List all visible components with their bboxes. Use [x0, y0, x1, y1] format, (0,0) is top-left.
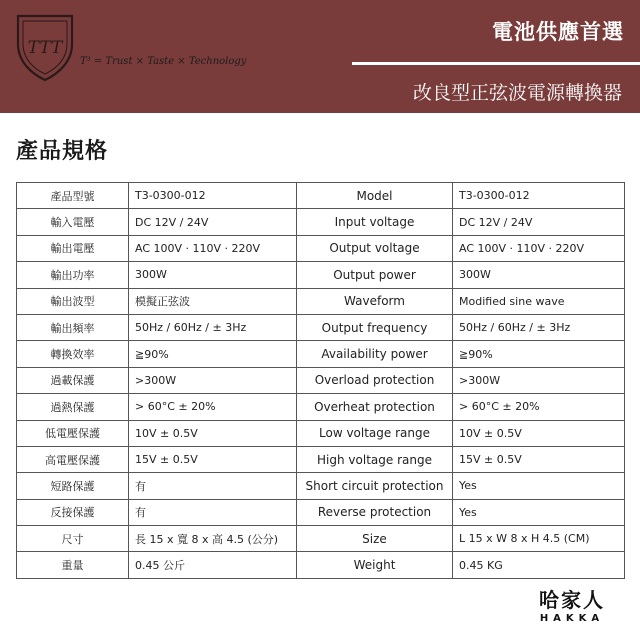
spec-en-label: Output frequency — [297, 314, 453, 340]
spec-en-label: Availability power — [297, 341, 453, 367]
spec-en-value: ≧90% — [453, 341, 625, 367]
product-title: 改良型正弦波電源轉換器 — [412, 82, 622, 104]
spec-zh-label: 過熱保護 — [17, 394, 129, 420]
spec-en-value: T3-0300-012 — [453, 183, 625, 209]
spec-en-value: 0.45 KG — [453, 552, 625, 578]
spec-zh-value: >300W — [129, 367, 297, 393]
spec-en-label: Waveform — [297, 288, 453, 314]
table-row — [17, 288, 625, 314]
spec-zh-label: 短路保護 — [17, 473, 129, 499]
header-banner — [0, 0, 640, 113]
spec-en-value: 15V ± 0.5V — [453, 446, 625, 472]
spec-en-label: Input voltage — [297, 209, 453, 235]
spec-zh-value: 300W — [129, 262, 297, 288]
footer-logo — [526, 588, 618, 626]
spec-zh-value: 有 — [129, 473, 297, 499]
table-row — [17, 499, 625, 525]
spec-en-label: Overload protection — [297, 367, 453, 393]
spec-en-value: 50Hz / 60Hz / ± 3Hz — [453, 314, 625, 340]
table-row — [17, 367, 625, 393]
table-row — [17, 341, 625, 367]
spec-zh-value: 15V ± 0.5V — [129, 446, 297, 472]
spec-en-value: > 60°C ± 20% — [453, 394, 625, 420]
section-heading: 產品規格 — [16, 139, 109, 164]
spec-en-label: Short circuit protection — [297, 473, 453, 499]
spec-en-label: Model — [297, 183, 453, 209]
spec-en-value: Yes — [453, 473, 625, 499]
spec-zh-value: ≧90% — [129, 341, 297, 367]
spec-en-label: Low voltage range — [297, 420, 453, 446]
table-row — [17, 552, 625, 578]
spec-zh-value: AC 100V · 110V · 220V — [129, 235, 297, 261]
spec-zh-value: 10V ± 0.5V — [129, 420, 297, 446]
spec-en-value: Yes — [453, 499, 625, 525]
spec-en-value: 10V ± 0.5V — [453, 420, 625, 446]
spec-zh-value: > 60°C ± 20% — [129, 394, 297, 420]
spec-en-value: Modified sine wave — [453, 288, 625, 314]
banner-divider — [352, 62, 640, 65]
table-row — [17, 262, 625, 288]
spec-en-label: Output voltage — [297, 235, 453, 261]
spec-en-label: High voltage range — [297, 446, 453, 472]
spec-zh-label: 轉換效率 — [17, 341, 129, 367]
logo-letters: TTT — [27, 38, 63, 58]
spec-en-value: AC 100V · 110V · 220V — [453, 235, 625, 261]
spec-en-label: Overheat protection — [297, 394, 453, 420]
table-row — [17, 314, 625, 340]
spec-zh-label: 輸入電壓 — [17, 209, 129, 235]
spec-zh-label: 尺寸 — [17, 526, 129, 552]
spec-zh-value: 0.45 公斤 — [129, 552, 297, 578]
spec-zh-label: 低電壓保護 — [17, 420, 129, 446]
spec-en-value: 300W — [453, 262, 625, 288]
spec-zh-value: 長 15 x 寬 8 x 高 4.5 (公分) — [129, 526, 297, 552]
footer-brand-en: HAKKA — [539, 613, 605, 624]
spec-zh-label: 高電壓保護 — [17, 446, 129, 472]
spec-zh-label: 反接保護 — [17, 499, 129, 525]
shield-logo-icon — [12, 10, 78, 84]
spec-zh-label: 輸出波型 — [17, 288, 129, 314]
spec-zh-value: 50Hz / 60Hz / ± 3Hz — [129, 314, 297, 340]
spec-zh-value: 有 — [129, 499, 297, 525]
table-row — [17, 526, 625, 552]
spec-zh-label: 產品型號 — [17, 183, 129, 209]
spec-en-label: Size — [297, 526, 453, 552]
spec-table — [16, 182, 625, 579]
spec-zh-label: 輸出頻率 — [17, 314, 129, 340]
table-row — [17, 446, 625, 472]
table-row — [17, 394, 625, 420]
spec-zh-label: 輸出功率 — [17, 262, 129, 288]
table-row — [17, 420, 625, 446]
spec-en-label: Weight — [297, 552, 453, 578]
spec-en-label: Output power — [297, 262, 453, 288]
spec-en-value: >300W — [453, 367, 625, 393]
spec-zh-label: 過載保護 — [17, 367, 129, 393]
spec-table-body — [17, 183, 625, 579]
spec-zh-value: 模擬正弦波 — [129, 288, 297, 314]
table-row — [17, 235, 625, 261]
spec-en-value: DC 12V / 24V — [453, 209, 625, 235]
spec-en-label: Reverse protection — [297, 499, 453, 525]
spec-en-value: L 15 x W 8 x H 4.5 (CM) — [453, 526, 625, 552]
table-row — [17, 183, 625, 209]
spec-zh-label: 輸出電壓 — [17, 235, 129, 261]
spec-zh-value: DC 12V / 24V — [129, 209, 297, 235]
spec-zh-value: T3-0300-012 — [129, 183, 297, 209]
brand-slogan: T³ = Trust × Taste × Technology — [80, 56, 247, 67]
footer-brand-cn: 哈家人 — [539, 588, 605, 612]
table-row — [17, 209, 625, 235]
table-row — [17, 473, 625, 499]
brand-title: 電池供應首選 — [492, 20, 624, 44]
spec-zh-label: 重量 — [17, 552, 129, 578]
